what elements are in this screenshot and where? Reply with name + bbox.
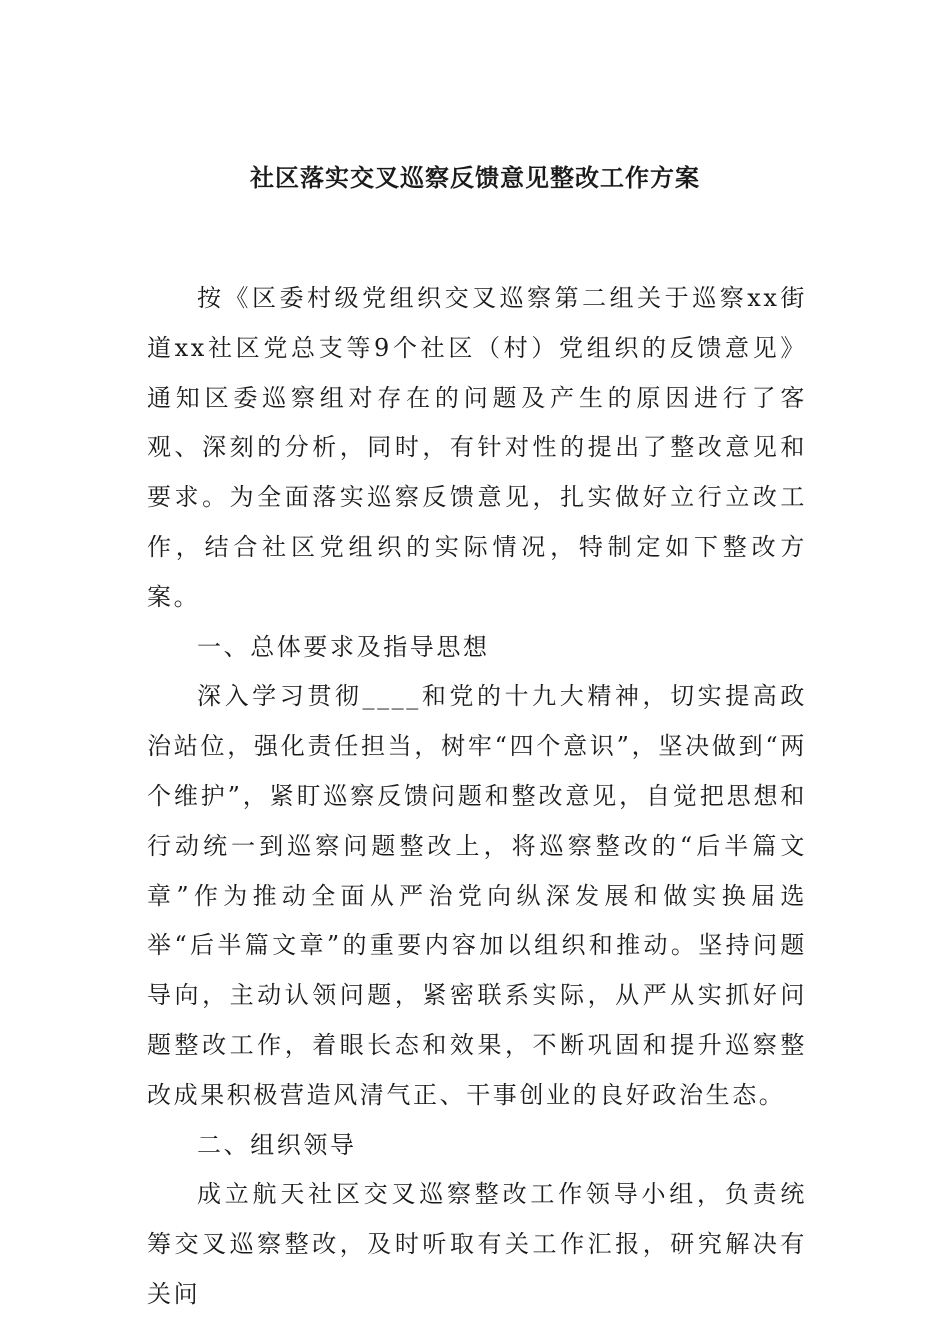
document-body bbox=[147, 274, 807, 1320]
organization-paragraph: 成立航天社区交叉巡察整改工作领导小组，负责统筹交叉巡察整改，及时听取有关工作汇报，研究解决有关问 bbox=[147, 1180, 807, 1308]
document-title: 社区落实交叉巡察反馈意见整改工作方案 bbox=[250, 163, 700, 192]
section-heading-1: 一、总体要求及指导思想 bbox=[197, 632, 490, 661]
section-heading-2: 二、组织领导 bbox=[197, 1130, 357, 1159]
guiding-thought-paragraph: 深入学习贯彻____和党的十九大精神，切实提高政治站位，强化责任担当，树牢“四个意识”，坚决做到“两个维护”，紧盯巡察反馈问题和整改意见，自觉把思想和行动统一到巡察问题整改上，将巡察整改的“后半篇文章”作为推动全面从严治党向纵深发展和做实换届选举“后半篇文章”的重要内容加以组织和推动。坚持问题导向，主动认领问题，紧密联系实际，从严从实抓好问题整改工作，着眼长态和效果，不断巩固和提升巡察整改成果积极营造风清气正、干事创业的良好政治生态。 bbox=[147, 682, 807, 1109]
intro-paragraph: 按《区委村级党组织交叉巡察第二组关于巡察xx街道xx社区党总支等9个社区（村）党组织的反馈意见》通知区委巡察组对存在的问题及产生的原因进行了客观、深刻的分析，同时，有针对性的提出了整改意见和要求。为全面落实巡察反馈意见，扎实做好立行立改工作，结合社区党组织的实际情况，特制定如下整改方案。 bbox=[147, 284, 807, 611]
